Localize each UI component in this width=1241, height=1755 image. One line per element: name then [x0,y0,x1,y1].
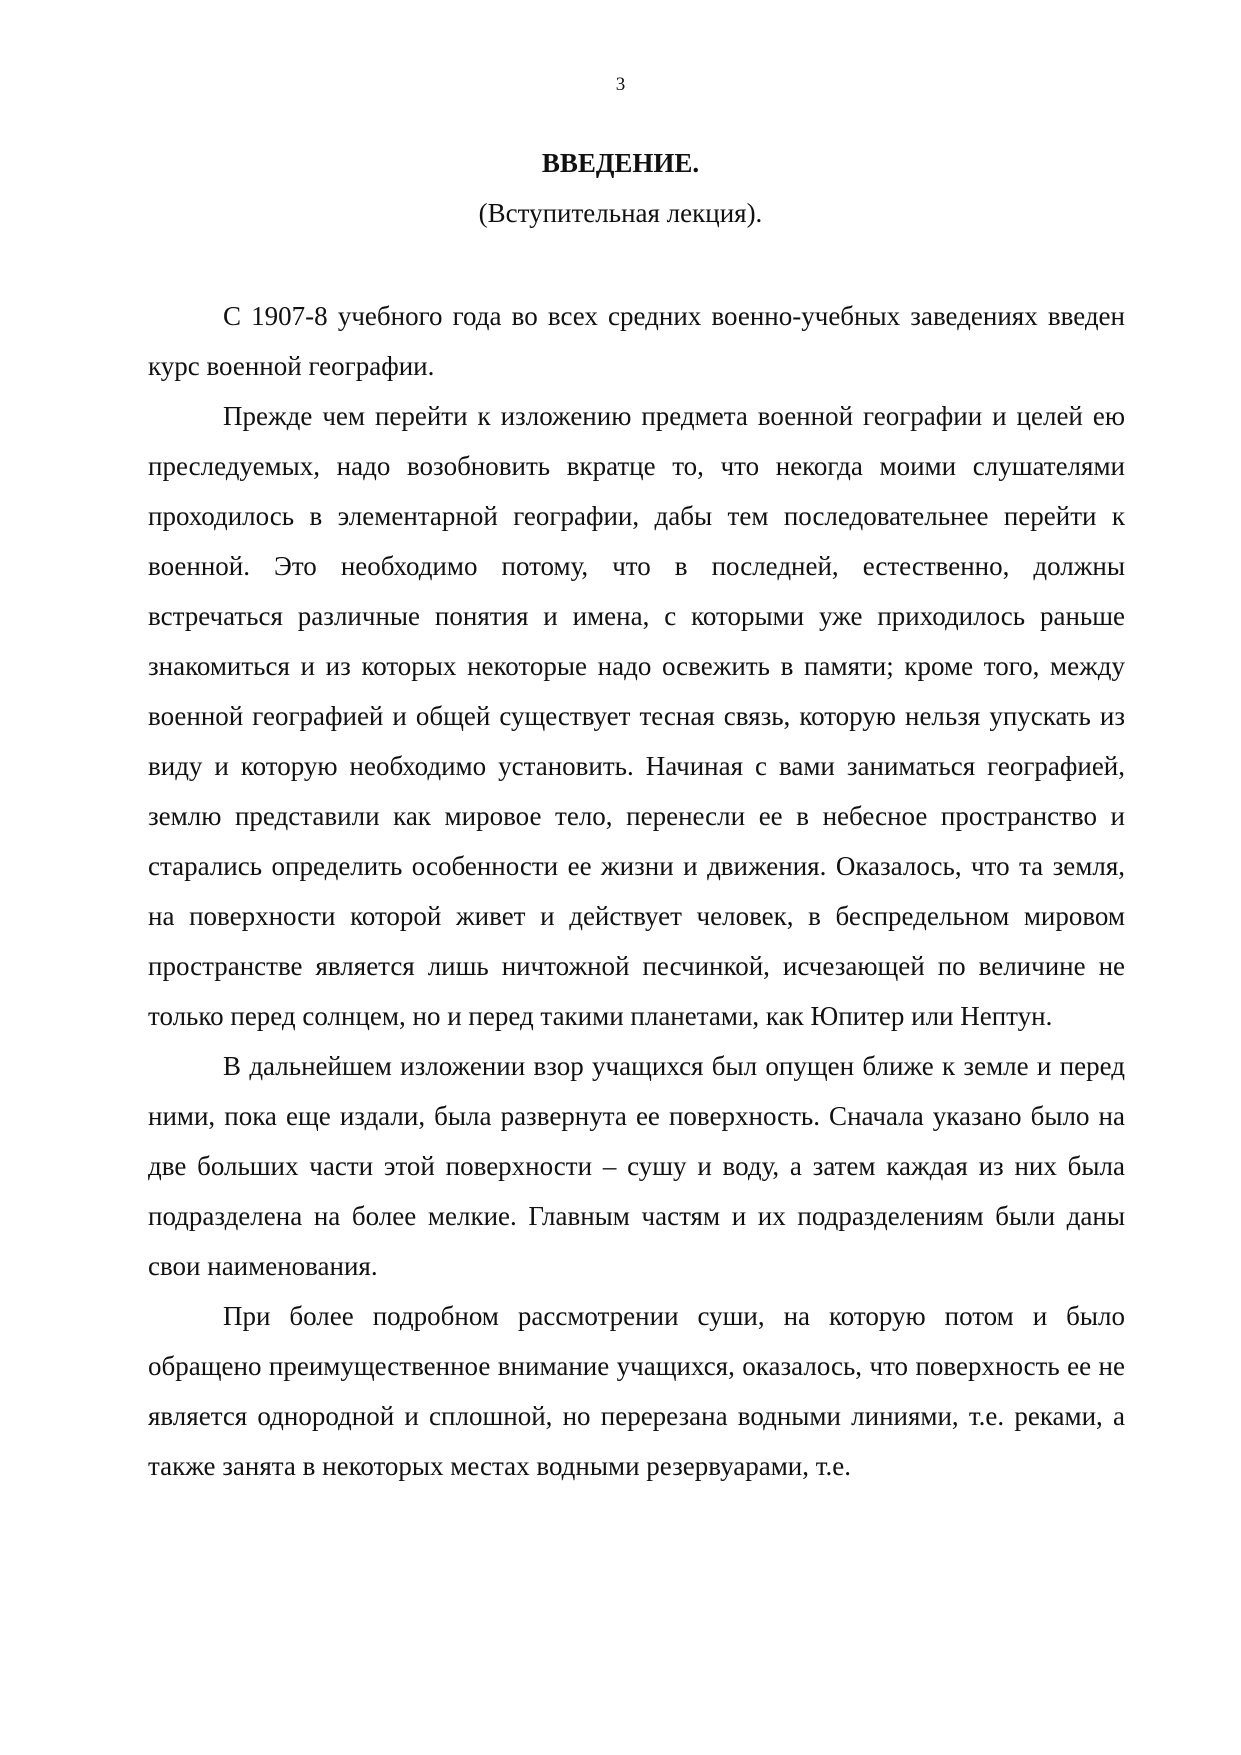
paragraph: С 1907-8 учебного года во всех средних военно-учебных заведениях введен курс военной географии. [148,301,1125,381]
page-number: 3 [615,74,626,95]
paragraph: Прежде чем перейти к изложению предмета военной географии и целей ею преследуемых, надо возобновить вкратце то, что некогда моими слушателями проходилось в элементарной географии, дабы тем последовательнее перейти к военной. Это необходимо потому, что в последней, естественно, должны встречаться различные понятия и имена, с которыми уже приходилось раньше знакомиться и из которых некоторые надо освежить в памяти; кроме того, между военной географией и общей существует тесная связь, которую нельзя упускать из виду и которую необходимо установить. Начиная с вами заниматься географией, землю представили как мировое тело, перенесли ее в небесное пространство и старались определить особенности ее жизни и движения. Оказалось, что та земля, на поверхности которой живет и действует человек, в беспредельном мировом пространстве является лишь ничтожной песчинкой, исчезающей по величине не только перед солнцем, но и перед такими планетами, как Юпитер или Нептун. [148,401,1125,1031]
chapter-subheading: (Вступительная лекция). [478,198,763,228]
chapter-heading: ВВЕДЕНИЕ. [541,148,700,178]
paragraph: В дальнейшем изложении взор учащихся был опущен ближе к земле и перед ними, пока еще издали, была развернута ее поверхность. Сначала указано было на две больших части этой поверхности – сушу и воду, а затем каждая из них была подразделена на более мелкие. Главным частям и их подразделениям были даны свои наименования. [148,1051,1125,1281]
body-text [148,291,1125,1491]
paragraph: При более подробном рассмотрении суши, на которую потом и было обращено преимущественное внимание учащихся, оказалось, что поверхность ее не является однородной и сплошной, но перерезана водными линиями, т.е. реками, а также занята в некоторых местах водными резервуарами, т.е. [148,1301,1125,1481]
